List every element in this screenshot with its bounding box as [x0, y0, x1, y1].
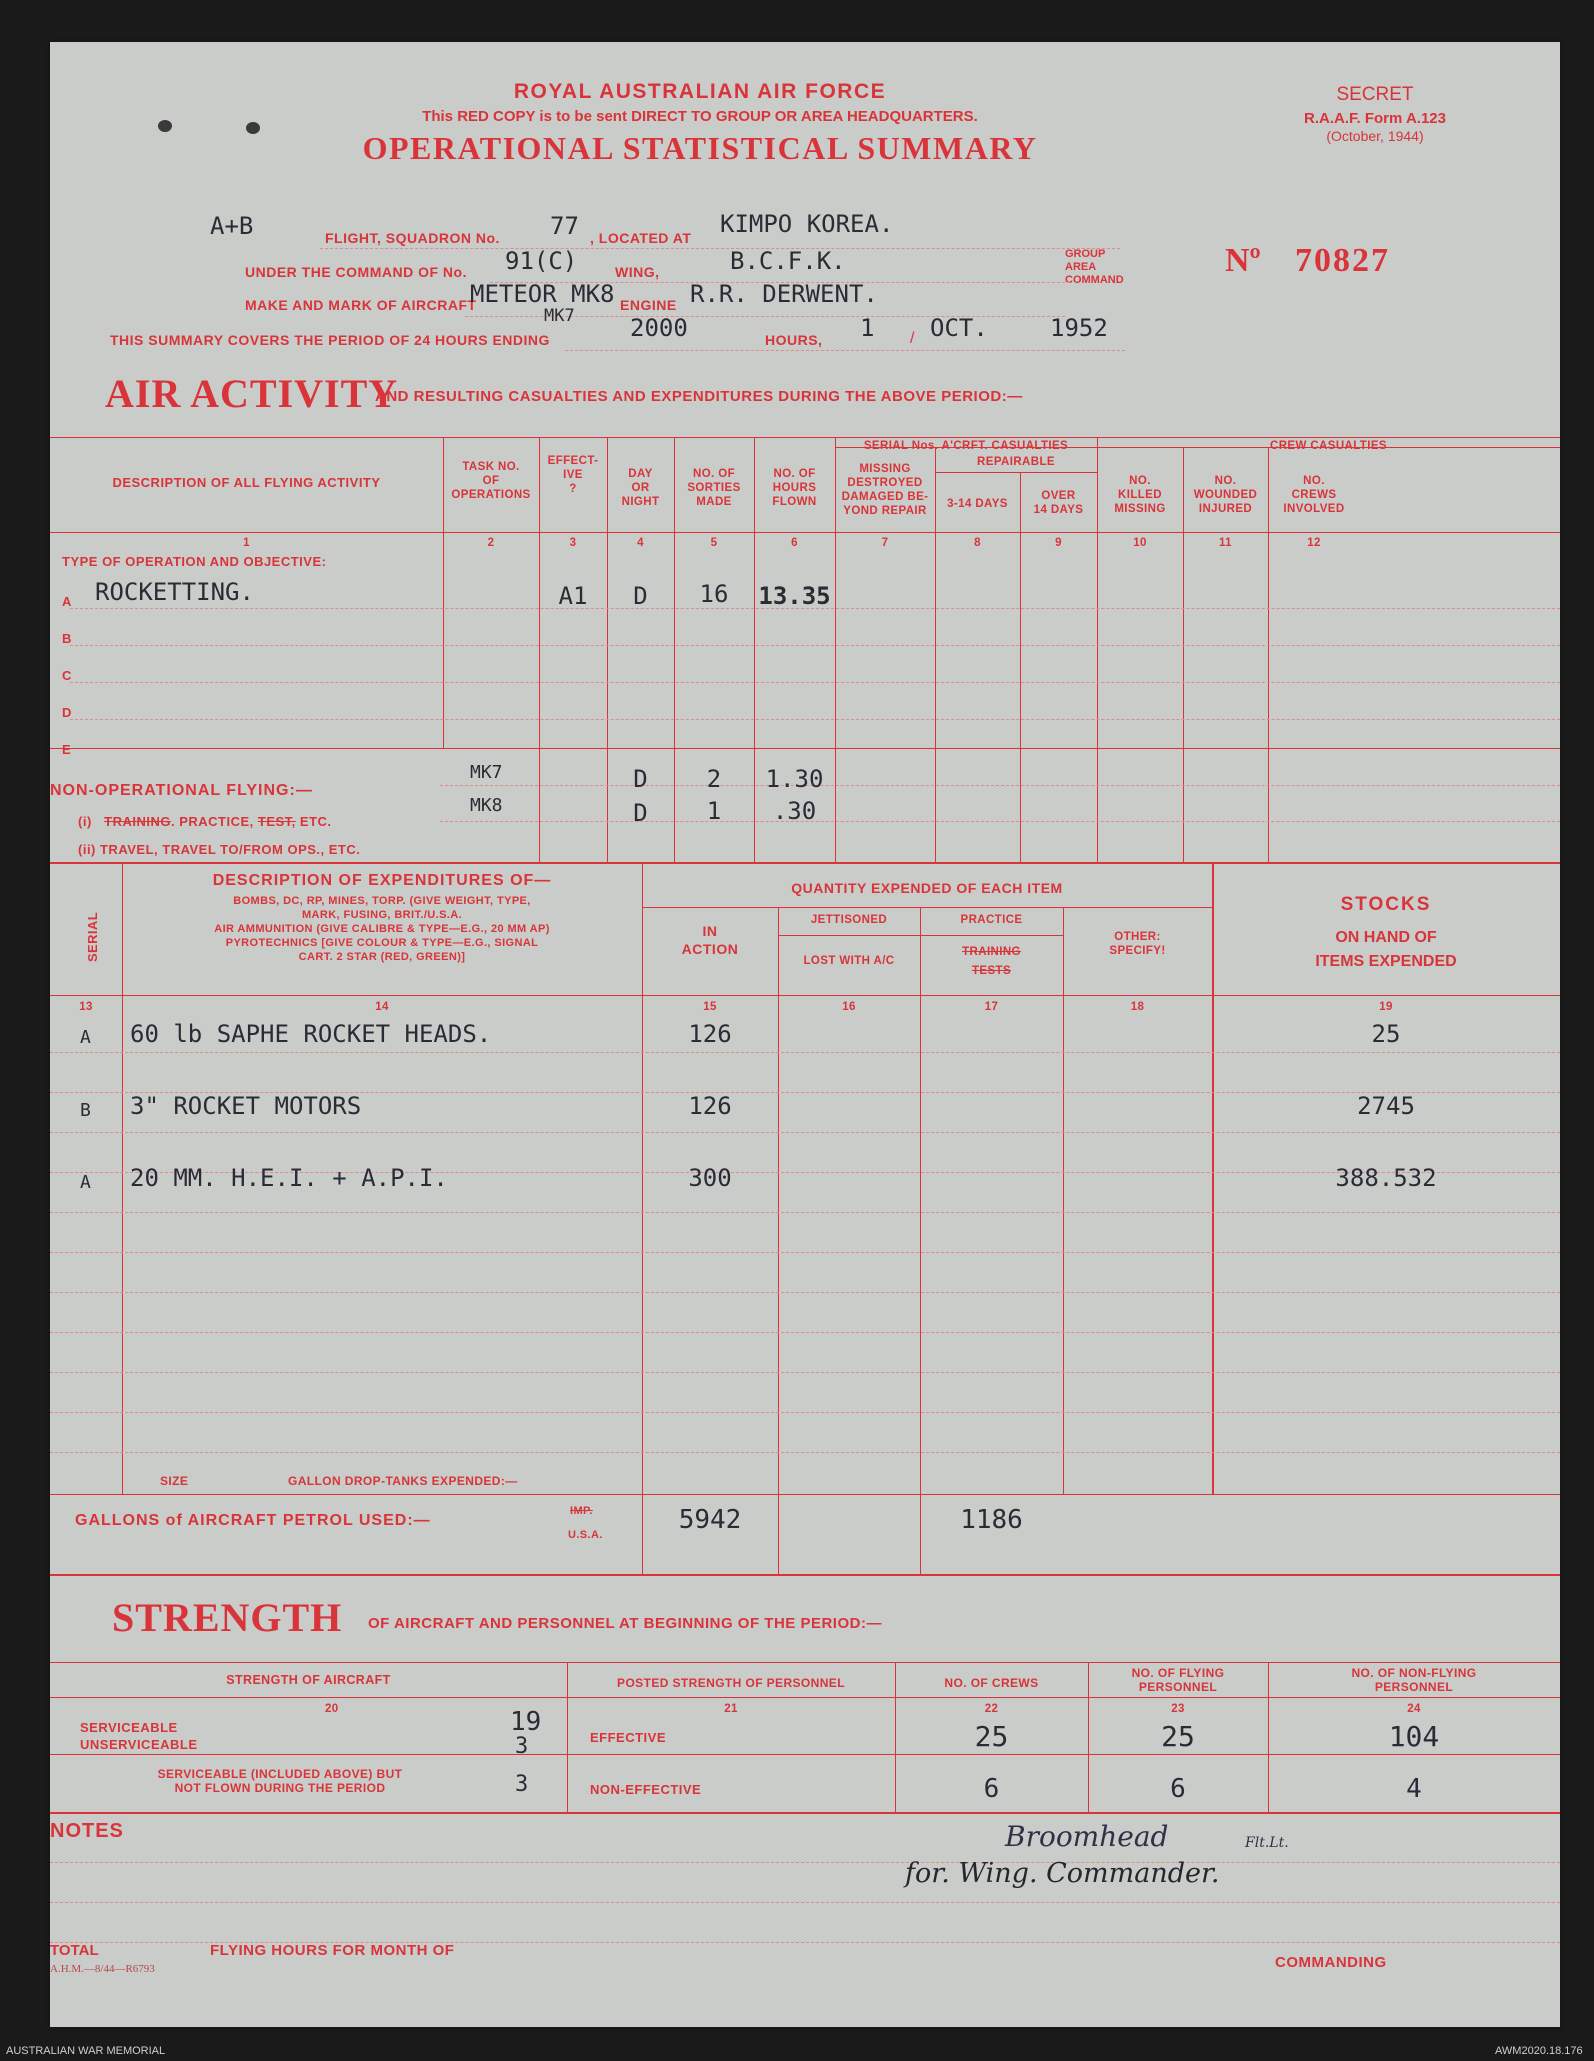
- strength-title: STRENGTH: [112, 1595, 343, 1640]
- row-a-hours: 13.35: [758, 582, 831, 610]
- noneffective-nonflying: 4: [1406, 1774, 1422, 1804]
- punch-hole: [158, 120, 172, 132]
- col-number: 7: [881, 537, 889, 549]
- exp-row-stock: 25: [1371, 1020, 1401, 1048]
- effective-flying: 25: [1161, 1720, 1195, 1753]
- row-line: [50, 1252, 1560, 1253]
- col-crew-header: CREW CASUALTIES: [1270, 440, 1387, 452]
- nonop-day-2: D: [633, 799, 648, 827]
- exp-row-action: 126: [688, 1020, 732, 1048]
- row-letter: B: [62, 631, 72, 646]
- exp-row-serial: A: [80, 1027, 91, 1048]
- grid-line: [50, 748, 1560, 749]
- command-value: 91(C): [505, 247, 578, 275]
- not-flown-value: 3: [515, 1772, 529, 1797]
- col-3-14-days: 3-14 DAYS: [947, 498, 1008, 510]
- exp-row-serial: B: [80, 1100, 91, 1121]
- exp-row-stock: 388.532: [1335, 1164, 1437, 1192]
- grid-line: [50, 862, 1560, 864]
- row-line: [50, 1052, 1560, 1053]
- droptanks-label: GALLON DROP-TANKS EXPENDED:—: [288, 1474, 518, 1488]
- col-practice: PRACTICE: [960, 914, 1023, 926]
- notes-label: NOTES: [50, 1820, 124, 1842]
- nonop-hours-2: .30: [772, 797, 817, 825]
- expenditure-desc-title: DESCRIPTION OF EXPENDITURES OF—: [212, 872, 552, 889]
- col-task: TASK NO. OF OPERATIONS: [451, 461, 531, 501]
- col-other: OTHER: SPECIFY!: [1109, 931, 1166, 957]
- non-effective-label: NON-EFFECTIVE: [590, 1782, 702, 1797]
- col-number: 12: [1307, 537, 1321, 549]
- row-line: [50, 1132, 1560, 1133]
- effective-nonflying: 104: [1388, 1720, 1440, 1753]
- col-number: 20: [325, 1703, 339, 1715]
- row-line: [70, 645, 1560, 646]
- notes-line: [50, 1902, 1560, 1903]
- col-number: 18: [1130, 1001, 1145, 1013]
- squadron-value: 77: [550, 212, 579, 240]
- col-number: 5: [710, 537, 718, 549]
- col-number: 6: [791, 537, 798, 549]
- col-number: 10: [1133, 537, 1147, 549]
- col-over-14: OVER 14 DAYS: [1033, 490, 1084, 516]
- quantity-header: QUANTITY EXPENDED OF EACH ITEM: [791, 880, 1063, 896]
- group-label: GROUP: [1065, 248, 1106, 260]
- flying-hours-month-label: FLYING HOURS FOR MONTH OF: [210, 1942, 455, 1959]
- unserviceable-value: 3: [515, 1734, 529, 1759]
- red-copy-instruction: This RED COPY is to be sent DIRECT TO GROUP OR AREA HEADQUARTERS.: [422, 108, 978, 125]
- col-jettisoned: JETTISONED: [810, 914, 888, 926]
- footer-left: AUSTRALIAN WAR MEMORIAL: [6, 2045, 166, 2057]
- type-of-operation-label: TYPE OF OPERATION AND OBJECTIVE:: [62, 554, 327, 569]
- grid-line: [50, 1812, 1560, 1814]
- nonop-mark-1: MK7: [470, 762, 503, 783]
- nonop-day-1: D: [633, 765, 648, 793]
- grid-line: [539, 437, 540, 862]
- sign-for-commander: for. Wing. Commander.: [905, 1858, 1220, 1889]
- form-title: OPERATIONAL STATISTICAL SUMMARY: [362, 130, 1038, 166]
- col-number: 15: [703, 1001, 717, 1013]
- grid-line: [50, 1574, 1560, 1576]
- row-line: [50, 1212, 1560, 1213]
- col-number: 13: [79, 1001, 93, 1013]
- grid-line: [50, 1697, 1560, 1698]
- nonop-practice: . PRACTICE,: [170, 814, 254, 829]
- row-line: [50, 1412, 1560, 1413]
- row-line: [50, 1292, 1560, 1293]
- row-letter: C: [62, 668, 72, 683]
- grid-line: [50, 1662, 1560, 1663]
- row-line: [50, 1332, 1560, 1333]
- grid-line: [50, 995, 1560, 996]
- nonop-sorties-1: 2: [706, 765, 722, 793]
- signature-rank: Flt.Lt.: [1245, 1835, 1289, 1851]
- nonop-etc: ETC.: [299, 814, 332, 829]
- col-number: 11: [1219, 537, 1232, 549]
- date-separator: /: [910, 330, 915, 347]
- col-crews-involved: NO. CREWS INVOLVED: [1283, 475, 1345, 515]
- commanding-label: COMMANDING: [1275, 1954, 1387, 1971]
- fill-line: [320, 248, 1120, 249]
- signature: Broomhead: [1005, 1820, 1169, 1853]
- period-hours: 2000: [630, 314, 688, 342]
- command-box-label: COMMAND: [1065, 274, 1124, 286]
- print-reference: A.H.M.—8/44—R6793: [50, 1963, 155, 1975]
- effective-crews: 25: [974, 1720, 1009, 1753]
- exp-row-action: 126: [688, 1092, 732, 1120]
- row-line: [70, 682, 1560, 683]
- flight-label: FLIGHT, SQUADRON No.: [325, 230, 500, 246]
- effective-label: EFFECTIVE: [590, 1730, 667, 1745]
- exp-row-desc: 3" ROCKET MOTORS: [130, 1092, 362, 1120]
- period-month: OCT.: [930, 314, 988, 342]
- period-day: 1: [860, 314, 875, 342]
- located-label: , LOCATED AT: [590, 230, 692, 246]
- petrol-imp-struck: IMP.: [570, 1505, 593, 1517]
- col-number: 21: [724, 1703, 738, 1715]
- notes-line: [50, 1862, 1560, 1863]
- noneffective-crews: 6: [983, 1774, 1000, 1804]
- grid-line: [920, 935, 1063, 936]
- col-training-struck: TRAINING: [962, 946, 1021, 958]
- air-activity-title: AIR ACTIVITY: [105, 371, 399, 416]
- grid-line: [50, 1754, 1560, 1755]
- nonop-travel-label: (ii) TRAVEL, TRAVEL TO/FROM OPS., ETC.: [78, 842, 361, 857]
- row-letter: E: [62, 742, 72, 757]
- stocks-subtitle: ON HAND OF ITEMS EXPENDED: [1315, 929, 1457, 970]
- row-letter: A: [62, 594, 72, 609]
- col-strength-aircraft: STRENGTH OF AIRCRAFT: [226, 1673, 391, 1687]
- col-number: 3: [569, 537, 577, 549]
- col-number: 22: [984, 1703, 999, 1715]
- col-in-action: IN ACTION: [681, 923, 739, 957]
- grid-line: [50, 1494, 1560, 1495]
- form-date: (October, 1944): [1326, 128, 1424, 144]
- serial-vertical-label: SERIAL: [85, 911, 101, 963]
- noneffective-flying: 6: [1170, 1774, 1186, 1804]
- col-number: 14: [375, 1001, 389, 1013]
- hours-label: HOURS,: [765, 332, 823, 348]
- located-value: KIMPO KOREA.: [720, 210, 894, 238]
- area-label: AREA: [1065, 261, 1097, 273]
- col-effective: EFFECT- IVE ?: [547, 455, 599, 495]
- strength-subtitle: OF AIRCRAFT AND PERSONNEL AT BEGINNING OF THE PERIOD:—: [368, 1615, 882, 1632]
- col-nonflying-personnel: NO. OF NON-FLYING PERSONNEL: [1351, 1666, 1477, 1694]
- form-number: R.A.A.F. Form A.123: [1304, 110, 1446, 127]
- fill-line: [565, 350, 1125, 351]
- non-operational-label: NON-OPERATIONAL FLYING:—: [50, 782, 313, 799]
- petrol-practice: 1186: [960, 1505, 1023, 1535]
- serial-number: 70827: [1295, 242, 1390, 279]
- command-label: UNDER THE COMMAND OF No.: [245, 264, 467, 280]
- col-desc: DESCRIPTION OF ALL FLYING ACTIVITY: [112, 475, 381, 490]
- row-line: [50, 1372, 1560, 1373]
- grid-line: [642, 862, 643, 1574]
- unserviceable-label: UNSERVICEABLE: [80, 1737, 198, 1752]
- col-serial-header: SERIAL Nos. A'CRFT. CASUALTIES: [863, 440, 1069, 452]
- col-killed: NO. KILLED MISSING: [1114, 475, 1166, 515]
- col-number: 1: [243, 537, 250, 549]
- org-name: ROYAL AUSTRALIAN AIR FORCE: [513, 80, 887, 103]
- petrol-in-action: 5942: [678, 1505, 742, 1535]
- col-no-crews: NO. OF CREWS: [944, 1676, 1039, 1690]
- col-tests-struck: TESTS: [971, 965, 1012, 977]
- col-number: 16: [842, 1001, 856, 1013]
- col-number: 9: [1055, 537, 1062, 549]
- row-line: [70, 719, 1560, 720]
- punch-hole: [246, 122, 260, 134]
- col-number: 8: [974, 537, 981, 549]
- engine-value: R.R. DERWENT.: [690, 280, 878, 308]
- col-number: 4: [637, 537, 644, 549]
- grid-line: [778, 935, 920, 936]
- nonop-sorties-2: 1: [706, 797, 722, 825]
- struck-training: TRAINING: [104, 814, 171, 829]
- col-day-night: DAY OR NIGHT: [621, 468, 660, 508]
- col-flying-personnel: NO. OF FLYING PERSONNEL: [1131, 1666, 1225, 1694]
- col-number: 19: [1379, 1001, 1393, 1013]
- aircraft-label: MAKE AND MARK OF AIRCRAFT: [245, 297, 477, 313]
- exp-row-desc: 20 MM. H.E.I. + A.P.I.: [130, 1164, 448, 1192]
- mk7-note: MK7: [544, 306, 575, 326]
- wing-label: WING,: [615, 264, 660, 280]
- exp-row-action: 300: [688, 1164, 732, 1192]
- col-number: 23: [1171, 1703, 1185, 1715]
- exp-row-serial: A: [80, 1172, 91, 1193]
- row-a-day-night: D: [633, 582, 648, 610]
- expenditure-desc-lines: BOMBS, DC, RP, MINES, TORP. (GIVE WEIGHT, TYPE, MARK, FUSING, BRIT./U.S.A. AIR AMMUNITION (GIVE CALIBRE & TYPE—E.G., 20 MM AP) PYROTECHNICS [GIVE COLOUR & TYPE—E.G., SIGNAL CART. 2 STAR (RED, GREEN)]: [214, 895, 550, 963]
- col-number: 17: [984, 1001, 999, 1013]
- wing-value: B.C.F.K.: [730, 247, 846, 275]
- not-flown-label: SERVICEABLE (INCLUDED ABOVE) BUT NOT FLOWN DURING THE PERIOD: [157, 1767, 403, 1795]
- row-letter: D: [62, 705, 72, 720]
- group-area-command: [1065, 248, 1185, 287]
- row-a-sorties: 16: [699, 580, 729, 608]
- footer-right: AWM2020.18.176: [1495, 2045, 1583, 2057]
- aircraft-value: METEOR MK8: [470, 280, 615, 308]
- col-hours: NO. OF HOURS FLOWN: [772, 468, 817, 508]
- form-sheet: [50, 42, 1560, 2027]
- exp-row-desc: 60 lb SAPHE ROCKET HEADS.: [130, 1020, 492, 1048]
- col-missing: MISSING DESTROYED DAMAGED BE- YOND REPAIR: [841, 463, 929, 517]
- air-activity-subtitle: AND RESULTING CASUALTIES AND EXPENDITURES DURING THE ABOVE PERIOD:—: [375, 388, 1023, 405]
- period-year: 1952: [1050, 314, 1108, 342]
- nonop-hours-1: 1.30: [765, 765, 824, 793]
- col-repairable: REPAIRABLE: [977, 456, 1055, 468]
- row-a-description: ROCKETTING.: [95, 578, 254, 606]
- col-wounded: NO. WOUNDED INJURED: [1193, 475, 1258, 515]
- flight-value: A+B: [210, 212, 254, 240]
- col-posted-strength: POSTED STRENGTH OF PERSONNEL: [617, 1676, 845, 1690]
- nonop-mark-2: MK8: [470, 795, 503, 816]
- row-a-effective: A1: [558, 582, 588, 610]
- grid-line: [935, 472, 1097, 473]
- nonop-i-number: (i): [78, 814, 92, 829]
- exp-row-stock: 2745: [1357, 1092, 1415, 1120]
- grid-line: [50, 532, 1560, 533]
- classification: SECRET: [1336, 84, 1414, 105]
- serviceable-value: 19: [510, 1707, 542, 1737]
- col-number: 2: [487, 537, 495, 549]
- stocks-title: STOCKS: [1340, 894, 1432, 915]
- row-line: [50, 1452, 1560, 1453]
- struck-test: TEST,: [257, 814, 296, 829]
- nonop-training-label: [78, 814, 332, 829]
- serial-label: Nº: [1225, 242, 1261, 279]
- serviceable-label: SERVICEABLE: [80, 1720, 178, 1735]
- col-number: 24: [1407, 1703, 1421, 1715]
- petrol-usa-label: U.S.A.: [568, 1529, 603, 1541]
- grid-line: [1020, 472, 1021, 862]
- droptanks-size-label: SIZE: [160, 1474, 189, 1488]
- engine-label: ENGINE: [620, 297, 677, 313]
- col-sorties: NO. OF SORTIES MADE: [687, 468, 741, 508]
- petrol-label: GALLONS of AIRCRAFT PETROL USED:—: [75, 1512, 431, 1529]
- grid-line: [642, 907, 1212, 908]
- col-lost-with-ac: LOST WITH A/C: [803, 955, 895, 967]
- period-label: THIS SUMMARY COVERS THE PERIOD OF 24 HOURS ENDING: [110, 332, 550, 348]
- grid-line: [50, 437, 1560, 438]
- total-label: TOTAL: [50, 1942, 99, 1959]
